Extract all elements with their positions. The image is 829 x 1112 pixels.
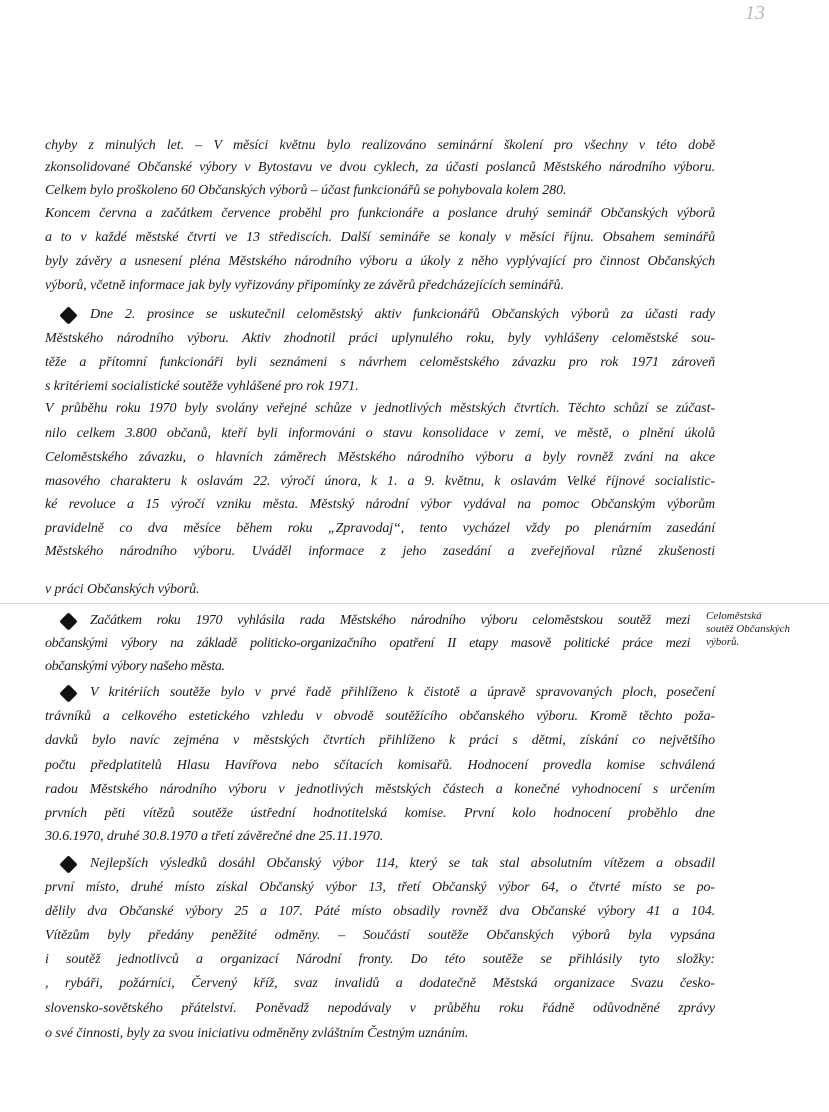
text-line: Vítězům byly předány peněžité odměny. – Součástí soutěže Občanských výborů byla vypsána [45, 928, 715, 943]
text-line: pravidelně co dva měsíce během roku „Zpravodaj“, tento vycházel vždy po plenárním zasedání [45, 521, 715, 536]
text-line: občanskými výbory našeho města. [45, 659, 225, 674]
margin-note-line: soutěž Občanských [706, 623, 791, 635]
margin-note-line: výborů. [706, 636, 740, 648]
text-line: Městského národního výboru. Aktiv zhodnotil práci uplynulého roku, byly vyhlášeny celoměstské sou- [45, 331, 715, 346]
text-line: radou Městského národního výboru v jednotlivých městských částech a konečné vyhodnocení s určením [45, 782, 715, 797]
text-line: , rybáři, požárníci, Červený kříž, svaz invalidů a dodatečně Městská organizace Svazu česko- [45, 976, 715, 991]
bullet-diamond-icon [59, 684, 77, 702]
text-line: o své činnosti, byly za svou iniciativu odměněny zvláštním Čestným uznáním. [45, 1026, 469, 1041]
scan-fold-line [0, 603, 829, 604]
text-line: byly závěry a usnesení pléna Městského národního výboru a úkoly z něho vyplývající pro činnost Občanských [45, 254, 715, 269]
margin-note-line: Celoměstská [706, 610, 762, 622]
text-line: Celkem bylo proškoleno 60 Občanských výborů – účast funkcionářů se pohybovala kolem 280. [45, 183, 567, 198]
text-line: davků bylo navíc zejména v městských čtvrtích přihlíženo k práci s dětmi, získání co největšího [45, 733, 715, 748]
text-line: těže a přítomní funkcionáři byli seznámeni s návrhem celoměstského závazku pro rok 1971 zároveň [45, 355, 715, 370]
text-line: prvních pěti vítězů soutěže ústřední hodnotitelská komise. První kolo hodnocení proběhlo dne [45, 806, 715, 821]
text-line: zkonsolidované Občanské výbory v Bytostavu ve dvou cyklech, za účasti poslanců Městského národního výboru. [45, 160, 715, 175]
bullet-diamond-icon [59, 612, 77, 630]
text-line: a to v každé městské čtvrti ve 13 střediscích. Další semináře se konaly v měsíci říjnu. Obsahem seminářů [45, 230, 715, 245]
text-line: Městského národního výboru. Uváděl informace z jeho zasedání a zveřejňoval různé zkušenosti [45, 544, 715, 559]
text-line: i soutěž jednotlivců a organizací Národní fronty. Do této soutěže se přihlásily tyto složky: [45, 952, 715, 967]
text-line: Koncem června a začátkem července proběhl pro funkcionáře a poslance druhý seminář Občanských výborů [45, 206, 715, 221]
text-line: Nejlepších výsledků dosáhl Občanský výbor 114, který se tak stal absolutním vítězem a obsadil [90, 856, 715, 871]
page-number: 13 [745, 2, 765, 24]
text-line: Začátkem roku 1970 vyhlásila rada Městského národního výboru celoměstskou soutěž mezi [90, 613, 690, 628]
text-line: slovensko-sovětského přátelství. Poněvadž nepodávaly v průběhu roku řádně odůvodněné zprávy [45, 1001, 715, 1016]
text-line: Dne 2. prosince se uskutečnil celoměstský aktiv funkcionářů Občanských výborů za účasti rady [90, 307, 715, 322]
text-line: nilo celkem 3.800 občanů, kteří byli informováni o stavu konsolidace v zemi, ve městě, o plnění úkolů [45, 426, 715, 441]
text-line: ké revoluce a 15 výročí vzniku města. Městský národní výbor vydával na pomoc Občanským výborům [45, 497, 715, 512]
text-line: Celoměstského závazku, o hlavních záměrech Městského národního výboru a byly rovněž zváni na akce [45, 450, 715, 465]
bullet-diamond-icon [59, 306, 77, 324]
text-line: V kritériích soutěže bylo v prvé řadě přihlíženo k čistotě a úpravě spravovaných ploch, posečení [90, 685, 715, 700]
text-line: s kritériemi socialistické soutěže vyhlášené pro rok 1971. [45, 379, 359, 394]
text-line: dělily dva Občanské výbory 25 a 107. Páté místo obsadily rovněž dva Občanské výbory 41 a 104. [45, 904, 715, 919]
text-line: v práci Občanských výborů. [45, 582, 200, 597]
text-line: 30.6.1970, druhé 30.8.1970 a třetí závěrečné dne 25.11.1970. [45, 829, 384, 844]
text-line: výborů, včetně informace jak byly vyřizovány připomínky ze závěrů předcházejících seminářů. [45, 278, 564, 293]
text-line: masového charakteru k oslavám 22. výročí února, k 1. a 9. květnu, k oslavám Velké říjnové socialistic- [45, 474, 715, 489]
text-line: počtu předplatitelů Hlasu Havířova nebo sčítacích komisařů. Hodnocení provedla komise schválená [45, 758, 715, 773]
text-line: občanskými výbory na základě politicko-organizačního opatření II etapy masově politické práce mezi [45, 636, 690, 651]
bullet-diamond-icon [59, 855, 77, 873]
text-line: trávníků a celkového estetického vzhledu v obvodě soutěžícího občanského výboru. Kromě těchto poža- [45, 709, 715, 724]
text-line: první místo, druhé místo získal Občanský výbor 13, třetí Občanský výbor 64, o čtvrté místo se po- [45, 880, 715, 895]
text-line: chyby z minulých let. – V měsíci květnu bylo realizováno seminární školení pro všechny v této době [45, 138, 715, 153]
text-line: V průběhu roku 1970 byly svolány veřejné schůze v jednotlivých městských čtvrtích. Těchto schůzí se zúčast- [45, 401, 715, 416]
margin-note [706, 610, 790, 649]
